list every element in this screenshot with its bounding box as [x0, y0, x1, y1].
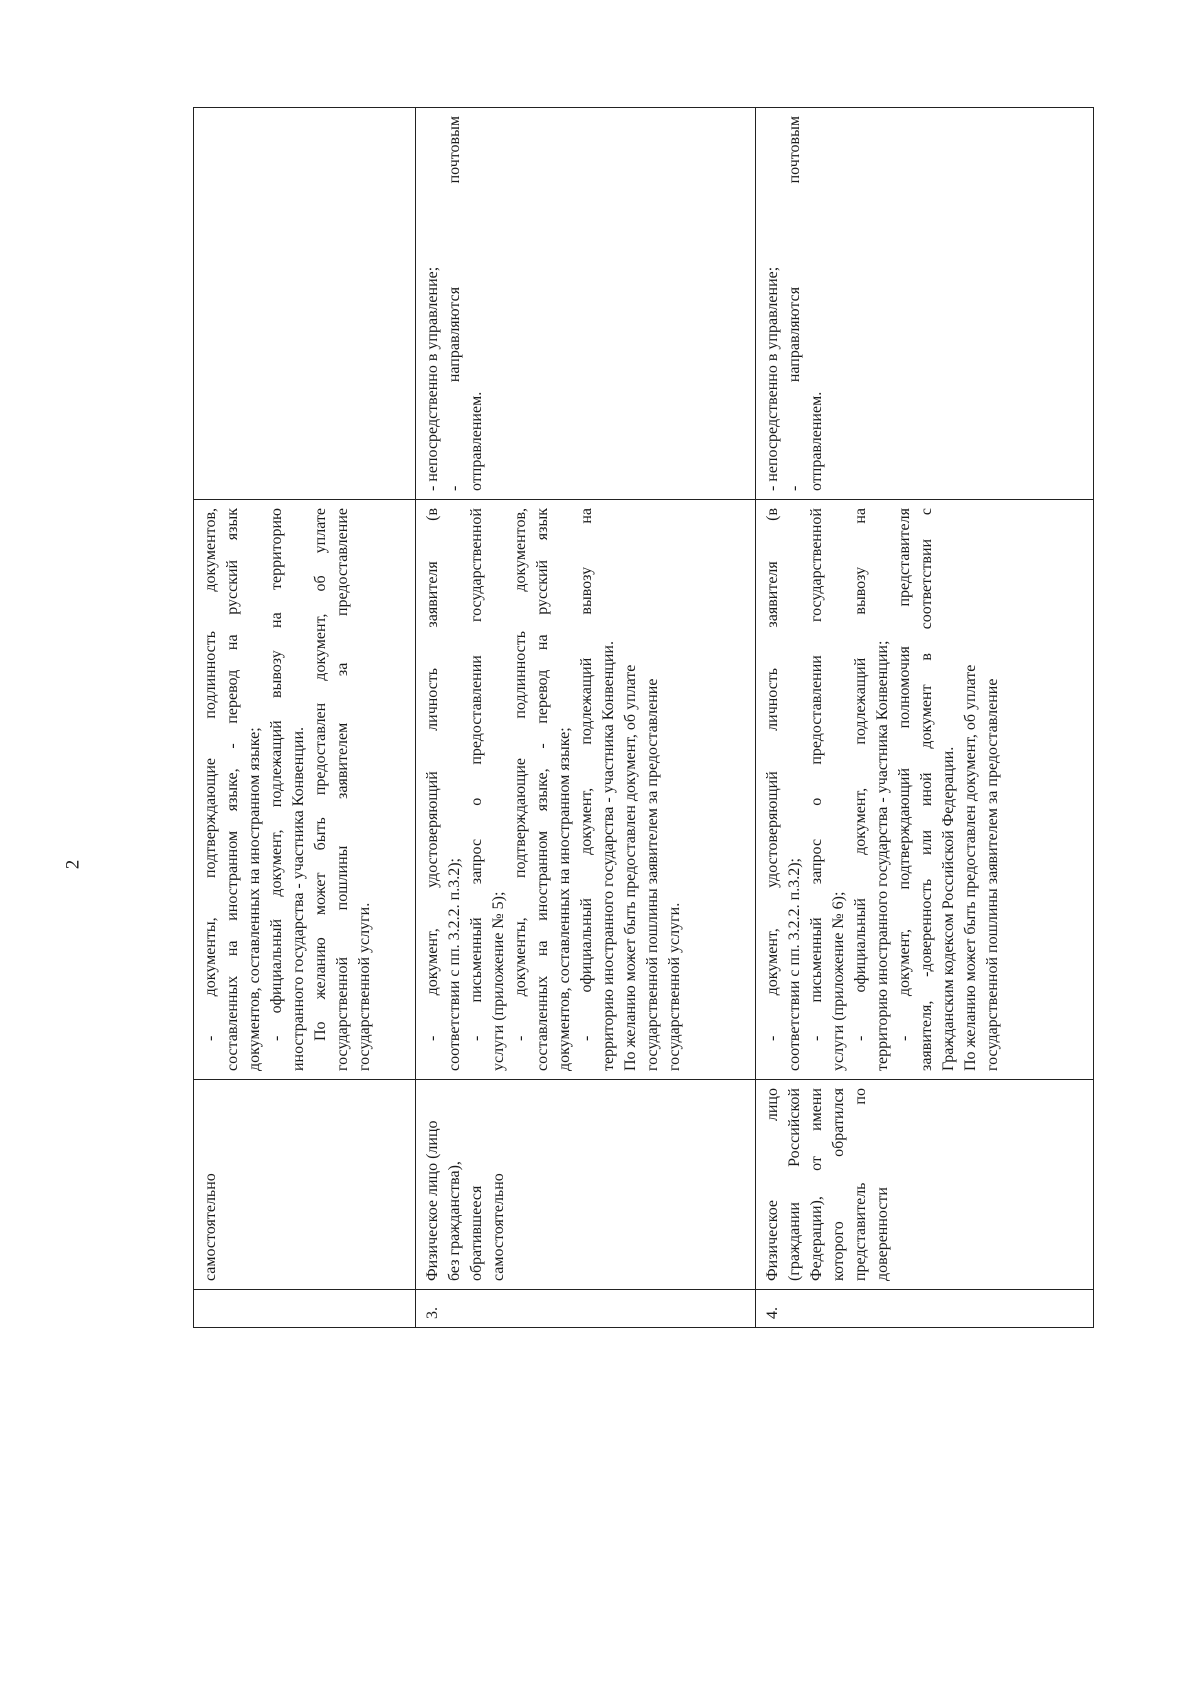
table-rotated-wrapper: [193, 108, 1093, 1328]
applicant-cell: [756, 1080, 1094, 1290]
submission-cell: [194, 108, 416, 500]
applicant-cell: [194, 1080, 416, 1290]
documents-line: заявителя, -доверенность или иной документ в соответствии с: [918, 508, 935, 1071]
submission-line: отправлением.: [808, 391, 825, 491]
documents-line: государственной услуги.: [356, 902, 373, 1071]
documents-line: государственной услуги.: [666, 902, 683, 1071]
documents-cell: [416, 500, 756, 1080]
documents-line: - письменный запрос о предоставлении государственной: [808, 508, 825, 1041]
documents-line: - документ, удостоверяющий личность заявителя (в: [424, 508, 441, 1041]
submission-line: отправлением.: [468, 391, 485, 491]
documents-line: - документ, удостоверяющий личность заявителя (в: [764, 508, 781, 1041]
applicant-line: самостоятельно: [202, 1173, 219, 1281]
submission-line: - направляются почтовым: [786, 116, 803, 491]
page-number: 2: [62, 859, 84, 870]
documents-line: - документы, подтверждающие подлинность документов,: [512, 508, 529, 1041]
submission-cell: [416, 108, 756, 500]
documents-line: - официальный документ, подлежащий вывозу на: [852, 508, 869, 1041]
documents-line: - документ, подтверждающий полномочия представителя: [896, 508, 913, 1041]
applicant-line: без гражданства),: [446, 1161, 463, 1281]
documents-line: Гражданским кодексом Российской Федерации.: [940, 746, 957, 1071]
documents-line: - письменный запрос о предоставлении государственной: [468, 508, 485, 1041]
documents-line: соответствии с пп. 3.2.2. п.3.2);: [446, 858, 463, 1071]
documents-line: документов, составленных на иностранном языке;: [556, 727, 573, 1071]
documents-line: государственной пошлины заявителем за предоставление: [644, 678, 661, 1071]
documents-line: услуги (приложение № 5);: [490, 891, 507, 1071]
documents-line: - официальный документ, подлежащий вывозу на: [578, 508, 595, 1041]
applicant-line: доверенности: [874, 1187, 891, 1281]
applicant-line: Физическое лицо (лицо: [424, 1120, 441, 1281]
documents-line: территорию иностранного государства - участника Конвенции;: [874, 640, 891, 1071]
documents-line: составленных на иностранном языке, - перевод на русский язык: [224, 508, 241, 1071]
applicant-cell: [416, 1080, 756, 1290]
documents-line: По желанию может быть предоставлен документ, об уплате: [622, 664, 639, 1071]
row-number-cell: [416, 1290, 756, 1328]
applicant-line: (граждании Российской: [786, 1088, 803, 1281]
documents-line: составленных на иностранном языке, - перевод на русский язык: [534, 508, 551, 1071]
documents-line: государственной пошлины заявителем за предоставление: [984, 678, 1001, 1071]
applicant-line: представитель по: [852, 1088, 869, 1281]
applicant-line: Физическое лицо: [764, 1088, 781, 1281]
row-number: 3.: [424, 1307, 441, 1319]
documents-line: По желанию может быть предоставлен документ, об уплате: [962, 664, 979, 1071]
applicant-line: Федерации), от имени: [808, 1088, 825, 1281]
submission-line: - направляются почтовым: [446, 116, 463, 491]
documents-cell: [756, 500, 1094, 1080]
documents-line: услуги (приложение № 6);: [830, 891, 847, 1071]
documents-line: - официальный документ, подлежащий вывозу на территорию: [268, 508, 285, 1041]
applicant-line: обратившееся: [468, 1185, 485, 1281]
documents-cell: [194, 500, 416, 1080]
table-row: [416, 108, 756, 1328]
documents-line: документов, составленных на иностранном языке;: [246, 727, 263, 1071]
documents-line: - документы, подтверждающие подлинность документов,: [202, 508, 219, 1041]
table-row: [756, 108, 1094, 1328]
row-number: 4.: [764, 1307, 781, 1319]
table-row: [194, 108, 416, 1328]
submission-line: - непосредственно в управление;: [424, 266, 441, 491]
row-number-cell: [194, 1290, 416, 1328]
documents-line: соответствии с пп. 3.2.2. п.3.2);: [786, 858, 803, 1071]
documents-line: государственной пошлины заявителем за предоставление: [334, 508, 351, 1071]
row-number-cell: [756, 1290, 1094, 1328]
requirements-table: [193, 107, 1094, 1328]
documents-line: По желанию может быть предоставлен документ, об уплате: [312, 508, 329, 1041]
submission-line: - непосредственно в управление;: [764, 266, 781, 491]
applicant-line: которого обратился: [830, 1088, 847, 1281]
applicant-line: самостоятельно: [490, 1173, 507, 1281]
documents-line: территорию иностранного государства - участника Конвенции.: [600, 641, 617, 1071]
submission-cell: [756, 108, 1094, 500]
documents-line: иностранного государства - участника Конвенции.: [290, 726, 307, 1071]
